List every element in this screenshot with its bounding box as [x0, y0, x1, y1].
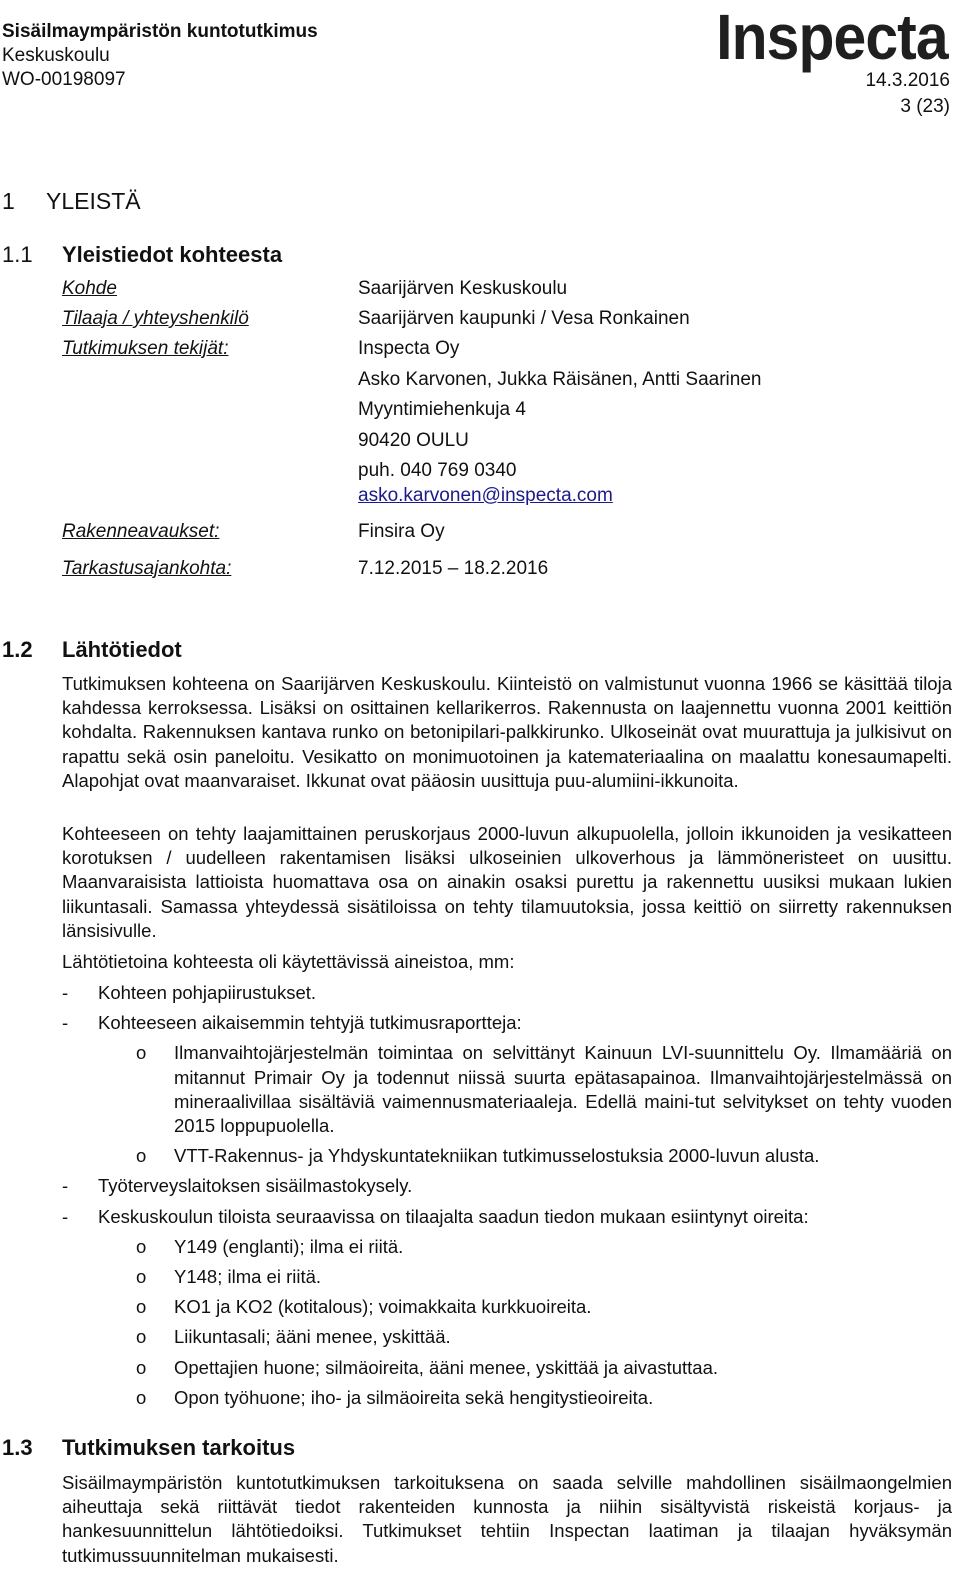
- info-label-tekijat: Tutkimuksen tekijät:: [62, 338, 229, 359]
- dash-marker: -: [62, 1205, 69, 1227]
- list-item-text: Työterveyslaitoksen sisäilmastokysely.: [98, 1175, 413, 1197]
- symptom-item: [62, 1265, 952, 1289]
- sub-list-item: [62, 1041, 952, 1138]
- section-title: Yleistiedot kohteesta: [62, 242, 283, 267]
- page-number: 3 (23): [900, 96, 950, 117]
- header-meta: [865, 68, 950, 120]
- document-id: WO-00198097: [2, 69, 126, 90]
- info-label-tarkastusajankohta: Tarkastusajankohta:: [62, 558, 232, 579]
- section-1-2-heading: [2, 637, 182, 663]
- section-title: YLEISTÄ: [46, 188, 141, 214]
- list-item-text: Kohteen pohjapiirustukset.: [98, 982, 317, 1003]
- list-item: [62, 981, 952, 1005]
- section-1-1-heading: [2, 242, 282, 268]
- info-label-tilaaja: Tilaaja / yhteyshenkilö: [62, 308, 249, 329]
- sub-item-text: Y149 (englanti); ilma ei riitä.: [174, 1235, 404, 1257]
- page-header: [2, 20, 318, 92]
- section-number: 1.1: [2, 242, 33, 267]
- info-value-company: Inspecta Oy: [358, 338, 460, 359]
- paragraph-renovation: Kohteeseen on tehty laajamittainen peruskorjaus 2000-luvun alkupuolella, jolloin ikkunoiden ja vesikatteen korotuksen / uudelleen rakentamisen lisäksi ulkoseinien ulkoverhous ja lämmöneristeet on uusittu. Maanvaraisista lattioista huomattava osa on ainakin osaksi purettu ja rakennettu uusiksi mukaan lukien liikuntasali. Samassa yhteydessä sisätiloissa on tehty tilamuutoksia, jossa keittiö on siirretty rakennuksen länsisivulle.: [62, 823, 952, 941]
- inspecta-logo: Inspecta: [716, 1, 948, 73]
- list-item-text: Keskuskoulun tiloista seuraavissa on tilaajalta saadun tiedon mukaan esiintynyt oireita:: [98, 1205, 809, 1227]
- list-item: [62, 1174, 952, 1198]
- symptom-item: [62, 1325, 952, 1349]
- sub-item-text: Ilmanvaihtojärjestelmän toimintaa on selvittänyt Kainuun LVI-suunnittelu Oy. Ilmamääriä on mitannut Primair Oy ja todennut niissä suurta epätasapainoa. Ilmanvaihtojärjestelmässä on mineraalivillaa sisältäviä vaimennusmateriaaleja. Edellä maini-tut selvitykset on tehty vuoden 2015 loppupuolella.: [174, 1042, 952, 1137]
- info-value-tilaaja: Saarijärven kaupunki / Vesa Ronkainen: [358, 308, 690, 329]
- info-label-rakenneavaukset: Rakenneavaukset:: [62, 521, 220, 542]
- paragraph-background: Tutkimuksen kohteena on Saarijärven Keskuskoulu. Kiinteistö on valmistunut vuonna 1966 se käsittää tiloja kahdessa kerroksessa. Lisäksi on osittainen kellarikerros. Rakennusta on laajennettu vuonna 2001 keittiön kohdalta. Rakennuksen kantava runko on betonipilari-palkkirunko. Ulkoseinät ovat muurattuja ja julkisivut on rapattu sekä osin paneloitu. Vesikatto on monimuotoinen ja katemateriaalina on maalattu konesaumapelti. Alapohjat ovat maanvaraiset. Ikkunat ovat pääosin uusittuja puu-alumiini-ikkunoita.: [62, 673, 952, 791]
- paragraph-purpose: Sisäilmaympäristön kuntotutkimuksen tarkoituksena on saada selville mahdollinen sisäilmaongelmien aiheuttaja sekä riittävät tiedot rakenteiden kunnosta ja niihin sisältyvistä riskeistä korjaus- ja hankesuunnittelun lähtötiedoiksi. Tutkimukset tehtiin Inspectan laatiman ja tilaajan hyväksymän tutkimussuunnitelman mukaisesti.: [62, 1472, 952, 1566]
- section-1-heading: [2, 188, 141, 215]
- symptom-item: [62, 1356, 952, 1380]
- section-number: 1.3: [2, 1435, 33, 1460]
- email-link[interactable]: asko.karvonen@inspecta.com: [358, 485, 613, 506]
- section-title: Tutkimuksen tarkoitus: [62, 1435, 296, 1460]
- sub-item-text: Liikuntasali; ääni menee, yskittää.: [174, 1326, 451, 1348]
- sub-item-text: Opon työhuone; iho- ja silmäoireita sekä hengitystieoireita.: [174, 1386, 654, 1408]
- report-subtitle: Keskuskoulu: [2, 45, 110, 66]
- sub-item-text: Opettajien huone; silmäoireita, ääni menee, yskittää ja aivastuttaa.: [174, 1356, 719, 1378]
- bullet-marker: o: [136, 1326, 147, 1348]
- info-value-tarkastusajankohta: 7.12.2015 – 18.2.2016: [358, 558, 549, 579]
- report-title: Sisäilmaympäristön kuntotutkimus: [2, 21, 318, 42]
- info-value-postal: 90420 OULU: [358, 430, 469, 451]
- paragraph-source-intro: Lähtötietoina kohteesta oli käytettävissä aineistoa, mm:: [62, 951, 515, 972]
- sub-item-text: KO1 ja KO2 (kotitalous); voimakkaita kurkkuoireita.: [174, 1296, 592, 1318]
- symptom-item: [62, 1235, 952, 1259]
- document-date: 14.3.2016: [865, 70, 950, 91]
- bullet-marker: o: [136, 1235, 147, 1257]
- bullet-marker: o: [136, 1145, 147, 1167]
- bullet-marker: o: [136, 1266, 147, 1288]
- symptom-item: [62, 1295, 952, 1319]
- info-label-kohde: Kohde: [62, 278, 117, 299]
- dash-marker: -: [62, 982, 69, 1003]
- list-item-text: Kohteeseen aikaisemmin tehtyjä tutkimusraportteja:: [98, 1012, 522, 1034]
- list-item: [62, 1011, 952, 1035]
- section-number: 1.2: [2, 637, 33, 662]
- list-item: [62, 1205, 952, 1229]
- info-value-street: Myyntimiehenkuja 4: [358, 399, 526, 420]
- dash-marker: -: [62, 1175, 69, 1197]
- source-list: [62, 981, 952, 1416]
- bullet-marker: o: [136, 1386, 147, 1408]
- email-link-wrap: [358, 485, 613, 507]
- bullet-marker: o: [136, 1042, 147, 1064]
- sub-list-item: [62, 1144, 952, 1168]
- dash-marker: -: [62, 1012, 69, 1034]
- bullet-marker: o: [136, 1356, 147, 1378]
- info-value-persons: Asko Karvonen, Jukka Räisänen, Antti Saarinen: [358, 369, 762, 390]
- symptom-item: [62, 1386, 952, 1410]
- section-1-3-heading: [2, 1435, 295, 1461]
- info-value-phone: puh. 040 769 0340: [358, 460, 517, 481]
- sub-item-text: VTT-Rakennus- ja Yhdyskuntatekniikan tutkimusselostuksia 2000-luvun alusta.: [174, 1145, 820, 1167]
- sub-item-text: Y148; ilma ei riitä.: [174, 1266, 322, 1288]
- info-value-rakenneavaukset: Finsira Oy: [358, 521, 445, 542]
- section-title: Lähtötiedot: [62, 637, 182, 662]
- info-value-kohde: Saarijärven Keskuskoulu: [358, 278, 568, 299]
- section-number: 1: [2, 188, 15, 214]
- bullet-marker: o: [136, 1296, 147, 1318]
